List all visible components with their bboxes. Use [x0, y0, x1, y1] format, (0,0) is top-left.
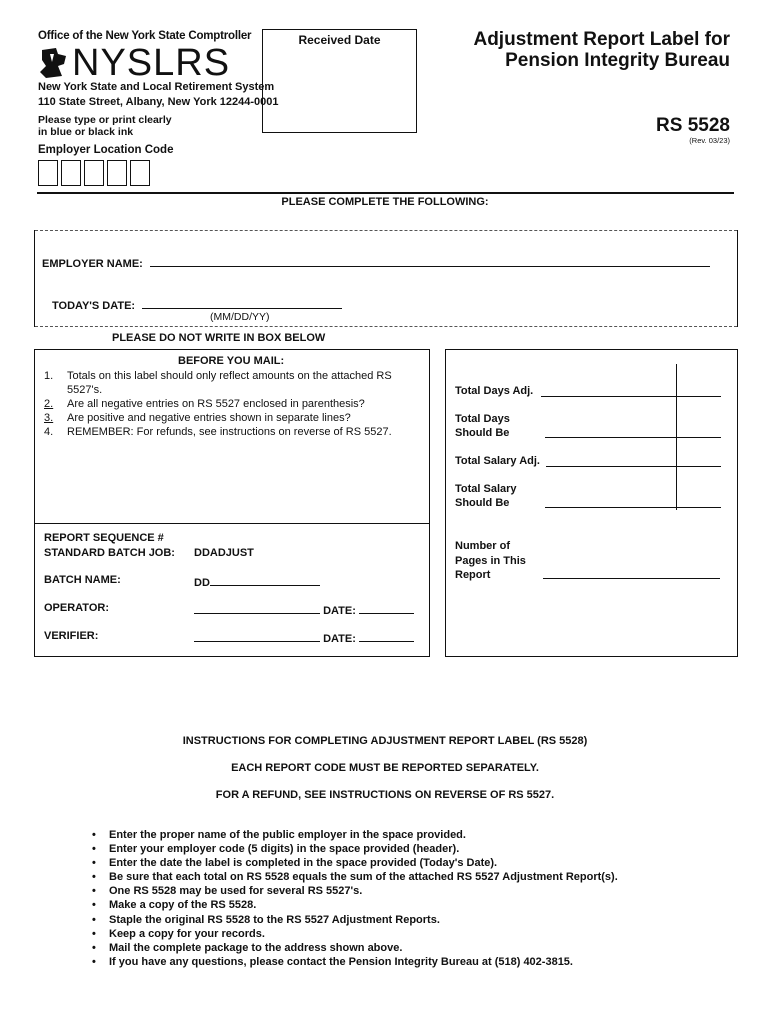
complete-heading: PLEASE COMPLETE THE FOLLOWING: [281, 196, 489, 208]
total-days-should-be-field[interactable] [545, 426, 721, 438]
header-divider [37, 192, 734, 194]
batch-name-field[interactable] [210, 574, 320, 586]
todays-date-field[interactable] [142, 297, 342, 309]
ink-note-line2: in blue or black ink [38, 126, 134, 138]
list-item-number: 4. [44, 426, 54, 438]
instructions-list [92, 828, 732, 969]
list-item [44, 411, 414, 425]
location-code-digit-3[interactable] [84, 160, 104, 186]
office-name: Office of the New York State Comptroller [38, 30, 252, 42]
before-mail-heading: BEFORE YOU MAIL: [178, 355, 285, 367]
standard-batch-job-label: STANDARD BATCH JOB: [44, 547, 175, 559]
number-of-pages-line2: Pages in This [455, 554, 526, 567]
list-item-text: Make a copy of the RS 5528. [109, 899, 257, 912]
form-revision: (Rev. 03/23) [689, 136, 730, 145]
batch-name-row [194, 574, 320, 589]
verifier-date-field[interactable] [359, 630, 414, 642]
bullet-icon: • [92, 829, 96, 841]
list-item [92, 842, 732, 856]
list-item [92, 927, 732, 941]
received-date-box [262, 29, 417, 133]
office-address: 110 State Street, Albany, New York 12244-0001 [38, 96, 279, 108]
standard-batch-job-value: DDADJUST [194, 547, 254, 559]
separate-reporting-notice: EACH REPORT CODE MUST BE REPORTED SEPARATELY. [231, 762, 539, 774]
operator-label: OPERATOR: [44, 602, 109, 614]
employer-box [34, 230, 738, 327]
list-item [92, 884, 732, 898]
operator-row [194, 602, 414, 617]
total-salary-adj-label: Total Salary Adj. [455, 455, 540, 467]
location-code-digit-4[interactable] [107, 160, 127, 186]
list-item-text: If you have any questions, please contact the Pension Integrity Bureau at (518) 402-3815. [109, 955, 573, 968]
list-item-text: Be sure that each total on RS 5528 equals the sum of the attached RS 5527 Adjustment Report(s). [109, 871, 618, 884]
list-item-text: Enter the proper name of the public employer in the space provided. [109, 829, 466, 841]
list-item-number: 2. [44, 398, 54, 410]
list-item-text: Mail the complete package to the address shown above. [109, 941, 403, 954]
form-number: RS 5528 [656, 115, 730, 136]
new-york-state-icon [36, 46, 70, 80]
total-days-should-be-line2: Should Be [455, 427, 510, 439]
date-format-hint: (MM/DD/YY) [210, 311, 270, 323]
bullet-icon: • [92, 913, 96, 926]
form-title-line1: Adjustment Report Label for [473, 29, 730, 50]
list-item-text: Are positive and negative entries shown in separate lines? [67, 412, 351, 424]
total-salary-should-be-label [455, 482, 517, 510]
list-item [92, 941, 732, 955]
batch-name-label: BATCH NAME: [44, 574, 121, 586]
bullet-icon: • [92, 857, 96, 870]
total-days-should-be-label [455, 412, 510, 440]
list-item-text: Enter your employer code (5 digits) in the space provided (header). [109, 843, 460, 856]
list-item-text: Enter the date the label is completed in the space provided (Today's Date). [109, 857, 498, 870]
instructions-heading: INSTRUCTIONS FOR COMPLETING ADJUSTMENT REPORT LABEL (RS 5528) [182, 735, 588, 747]
list-item-number: 3. [44, 412, 54, 424]
list-item-text: Staple the original RS 5528 to the RS 5527 Adjustment Reports. [109, 913, 440, 926]
list-item [92, 898, 732, 912]
report-sequence-label: REPORT SEQUENCE # [44, 532, 164, 544]
list-item-text: Are all negative entries on RS 5527 enclosed in parenthesis? [67, 398, 365, 410]
total-days-adj-label: Total Days Adj. [455, 385, 534, 397]
number-of-pages-line1: Number of [455, 540, 510, 552]
ink-note [38, 114, 172, 138]
office-use-divider [34, 523, 430, 524]
total-days-should-be-line1: Total Days [455, 413, 510, 425]
list-item [92, 913, 732, 927]
employer-name-field[interactable] [150, 255, 710, 267]
verifier-row [194, 630, 414, 645]
location-code-digit-5[interactable] [130, 160, 150, 186]
system-name: New York State and Local Retirement System [38, 81, 275, 93]
operator-date-label: DATE: [323, 605, 356, 617]
bullet-icon: • [92, 885, 96, 898]
list-item [44, 397, 414, 411]
bullet-icon: • [92, 941, 96, 954]
bullet-icon: • [92, 899, 96, 912]
list-item [44, 425, 414, 439]
received-date-label: Received Date [298, 33, 381, 47]
list-item-text: Totals on this label should only reflect amounts on the attached RS 5527's. [67, 370, 392, 396]
operator-date-field[interactable] [359, 602, 414, 614]
verifier-field[interactable] [194, 630, 320, 642]
list-item [92, 828, 732, 842]
number-of-pages-field[interactable] [543, 567, 720, 579]
total-days-adj-field[interactable] [541, 385, 721, 397]
bullet-icon: • [92, 927, 96, 940]
list-item-text: REMEMBER: For refunds, see instructions on reverse of RS 5527. [67, 426, 392, 438]
total-salary-adj-field[interactable] [546, 455, 721, 467]
location-code-digit-2[interactable] [61, 160, 81, 186]
do-not-write-notice: PLEASE DO NOT WRITE IN BOX BELOW [112, 332, 326, 344]
form-title-line2: Pension Integrity Bureau [505, 50, 730, 71]
before-mail-list [44, 369, 414, 439]
list-item [92, 870, 732, 884]
employer-name-label: EMPLOYER NAME: [42, 258, 143, 270]
bullet-icon: • [92, 955, 96, 968]
number-of-pages-line3: Report [455, 569, 491, 581]
location-code-digit-1[interactable] [38, 160, 58, 186]
verifier-label: VERIFIER: [44, 630, 99, 642]
bullet-icon: • [92, 871, 96, 884]
total-salary-should-be-field[interactable] [545, 496, 721, 508]
operator-field[interactable] [194, 602, 320, 614]
employer-name-row [42, 255, 710, 270]
todays-date-label: TODAY'S DATE: [52, 300, 136, 312]
list-item-number: 1. [44, 370, 54, 382]
list-item-text: Keep a copy for your records. [109, 927, 265, 940]
list-item [44, 369, 414, 397]
logo-wordmark: NYSLRS [72, 42, 231, 84]
total-salary-should-be-line2: Should Be [455, 497, 510, 509]
total-salary-should-be-line1: Total Salary [455, 483, 517, 495]
list-item [92, 955, 732, 969]
bullet-icon: • [92, 843, 96, 856]
verifier-date-label: DATE: [323, 633, 356, 645]
list-item-text: One RS 5528 may be used for several RS 5527's. [109, 885, 363, 898]
list-item [92, 856, 732, 870]
number-of-pages-label [455, 539, 526, 583]
employer-location-code-label: Employer Location Code [38, 144, 174, 156]
ink-note-line1: Please type or print clearly [38, 114, 172, 126]
todays-date-row [52, 297, 342, 312]
batch-name-prefix: DD [194, 577, 210, 589]
refund-notice: FOR A REFUND, SEE INSTRUCTIONS ON REVERSE OF RS 5527. [215, 789, 555, 801]
form-title [473, 29, 730, 71]
